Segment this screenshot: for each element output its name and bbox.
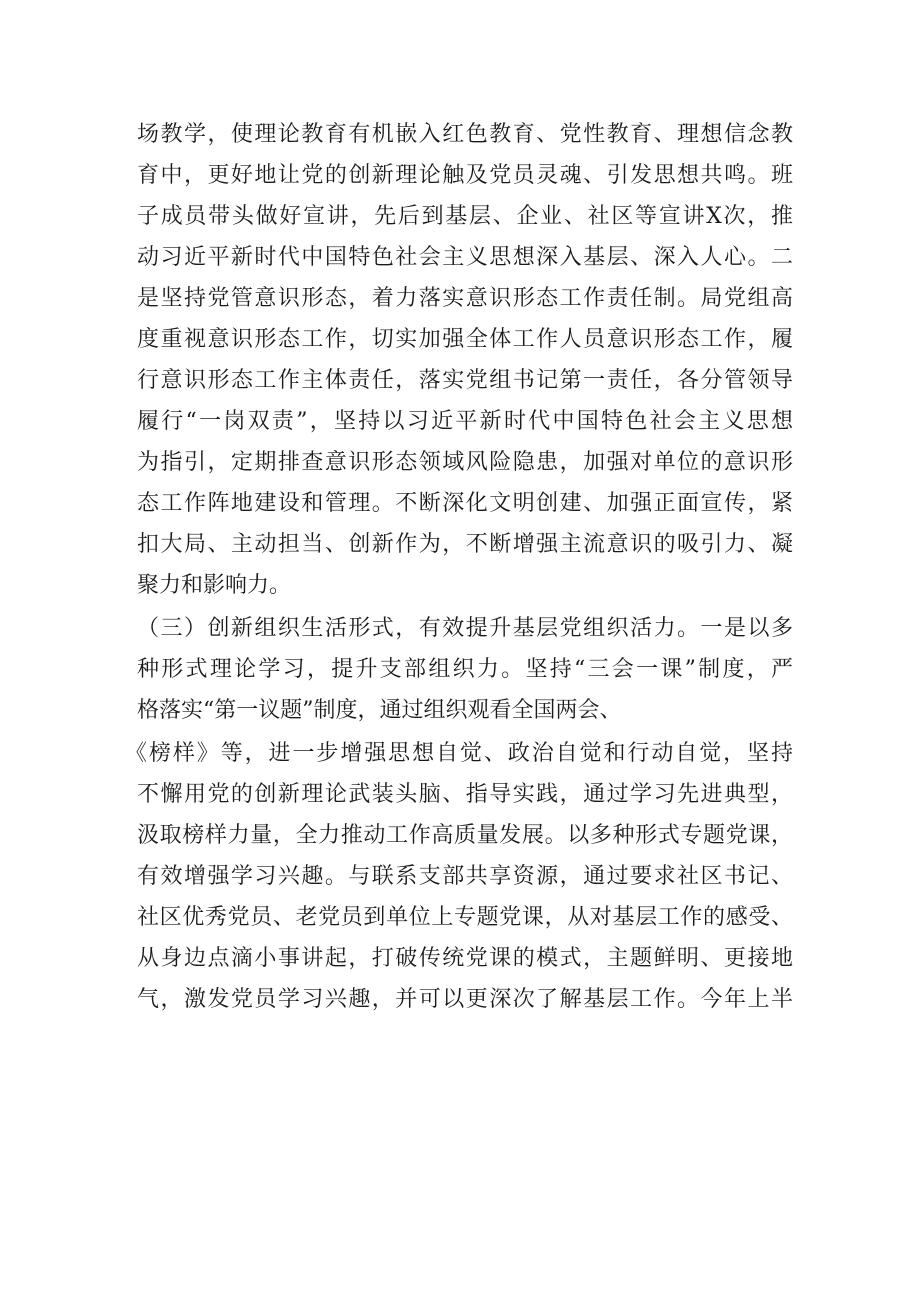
text-line-16: 《榜样》等，进一步增强思想自觉、政治自觉和行动自觉，坚持 xyxy=(125,741,793,766)
text-line-22: 气，激发党员学习兴趣，并可以更深次了解基层工作。今年上半 xyxy=(137,987,793,1012)
text-line-7: 行意识形态工作主体责任，落实党组书记第一责任，各分管领导 xyxy=(137,368,793,393)
text-line-6: 度重视意识形态工作，切实加强全体工作人员意识形态工作，履 xyxy=(137,327,793,352)
text-line-17: 不懈用党的创新理论武装头脑、指导实践，通过学习先进典型， xyxy=(137,782,793,807)
text-line-15: 格落实“第一议题”制度，通过组织观看全国两会、 xyxy=(137,698,622,723)
text-line-8: 履行“一岗双责”，坚持以习近平新时代中国特色社会主义思想 xyxy=(137,409,793,434)
text-line-3: 子成员带头做好宣讲，先后到基层、企业、社区等宣讲X次，推 xyxy=(137,204,793,229)
text-line-14: 种形式理论学习，提升支部组织力。坚持“三会一课”制度，严 xyxy=(137,657,793,682)
text-line-21: 从身边点滴小事讲起，打破传统党课的模式，主题鲜明、更接地 xyxy=(137,946,793,971)
text-line-20: 社区优秀党员、老党员到单位上专题党课，从对基层工作的感受、 xyxy=(137,905,793,930)
text-line-19: 有效增强学习兴趣。与联系支部共享资源，通过要求社区书记、 xyxy=(137,864,793,889)
text-line-12: 聚力和影响力。 xyxy=(137,573,292,598)
text-line-10: 态工作阵地建设和管理。不断深化文明创建、加强正面宣传，紧 xyxy=(137,491,793,516)
section-heading-line: （三）创新组织生活形式，有效提升基层党组织活力。一是以多 xyxy=(137,616,793,641)
text-line-4: 动习近平新时代中国特色社会主义思想深入基层、深入人心。二 xyxy=(137,245,793,270)
text-line-11: 扣大局、主动担当、创新作为，不断增强主流意识的吸引力、凝 xyxy=(137,532,793,557)
text-line-5: 是坚持党管意识形态，着力落实意识形态工作责任制。局党组高 xyxy=(137,286,793,311)
text-line-9: 为指引，定期排查意识形态领域风险隐患，加强对单位的意识形 xyxy=(137,450,793,475)
text-line-1: 场教学，使理论教育有机嵌入红色教育、党性教育、理想信念教 xyxy=(137,122,793,147)
text-line-18: 汲取榜样力量，全力推动工作高质量发展。以多种形式专题党课， xyxy=(137,823,793,848)
text-line-2: 育中，更好地让党的创新理论触及党员灵魂、引发思想共鸣。班 xyxy=(137,163,793,188)
